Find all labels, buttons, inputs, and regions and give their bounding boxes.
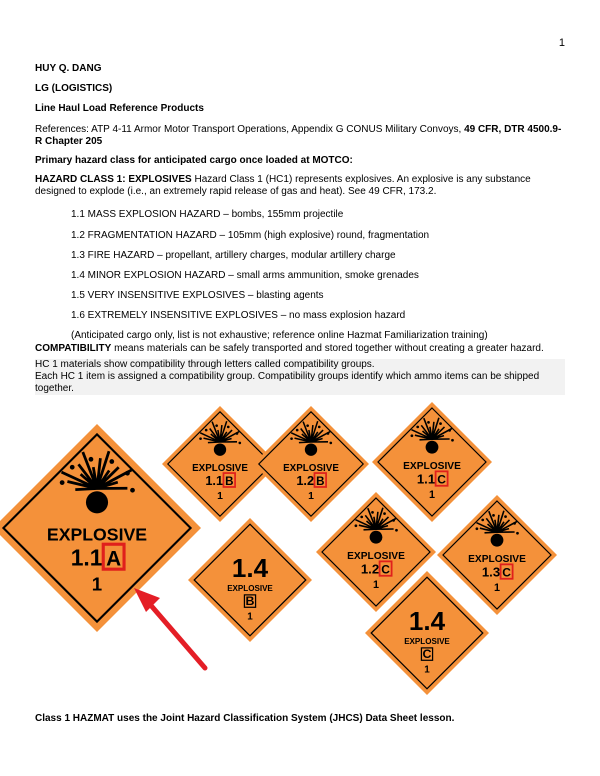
hc1-line-1: HC 1 materials show compatibility through letters called compatibility groups. [35,359,375,370]
compatibility-group-letter: C [422,646,432,661]
division-item: 1.6 EXTREMELY INSENSITIVE EXPLOSIVES – no mass explosion hazard [71,310,406,321]
division-item: 1.3 FIRE HAZARD – propellant, artillery charges, modular artillery charge [71,250,396,261]
compatibility-group-letter: B [316,474,325,488]
placard-explosive-label: EXPLOSIVE [404,637,450,647]
placard-division-code: 1.2 [296,472,315,488]
references-text: References: ATP 4-11 Armor Motor Transport Operations, Appendix G CONUS Military Convoys, [35,124,465,135]
compatibility-group-letter: C [437,472,446,487]
compatibility-bold: COMPATIBILITY [35,343,112,354]
division-item: 1.5 VERY INSENSITIVE EXPLOSIVES – blasting agents [71,290,324,301]
placard-class-number: 1 [247,611,253,623]
red-arrow [134,588,205,668]
placard-class-number: 1 [372,579,380,591]
placard-explosive-label: EXPLOSIVE [227,584,273,594]
placard-1-4b [188,518,312,642]
placard-explosive-label: EXPLOSIVE [468,554,526,566]
anticipated-cargo-note: (Anticipated cargo only, list is not exhaustive; reference online Hazmat Familiarization training) [71,330,488,341]
primary-hazard-heading: Primary hazard class for anticipated cargo once loaded at MOTCO: [35,155,353,166]
placard-1-2b [253,406,369,522]
footer-note: Class 1 HAZMAT uses the Joint Hazard Classification System (JHCS) Data Sheet lesson. [35,713,455,724]
hazard-class-bold: HAZARD CLASS 1: EXPLOSIVES [35,174,192,185]
compatibility-group-letter: C [502,565,511,580]
compatibility-group-letter: A [106,547,122,571]
document-title: Line Haul Load Reference Products [35,103,204,114]
division-item: 1.2 FRAGMENTATION HAZARD – 105mm (high explosive) round, fragmentation [71,230,430,241]
placard-division-code: 1.1 [416,471,436,487]
division-item: 1.4 MINOR EXPLOSION HAZARD – small arms ammunition, smoke grenades [71,270,419,281]
placard-division-code: 1.3 [481,564,501,580]
compatibility-group-letter: B [225,474,234,488]
placard-large-division-code: 1.4 [408,605,446,636]
hazard-class-text: Hazard Class 1 (HC1) represents explosives. An explosive is any substance designed to explode (i.e., an extremely rapid release of gas and heat). See 49 CFR, 173.2. [35,174,531,197]
placard-explosive-label: EXPLOSIVE [403,461,461,473]
division-item: 1.1 MASS EXPLOSION HAZARD – bombs, 155mm projectile [71,209,344,220]
department: LG (LOGISTICS) [35,83,113,94]
placard-class-number: 1 [424,664,430,676]
placard-explosive-label: EXPLOSIVE [192,462,248,474]
author-name: HUY Q. DANG [35,63,102,74]
placard-explosive-label: EXPLOSIVE [347,551,405,563]
compatibility-group-letter: C [381,562,390,577]
placard-explosive-label: EXPLOSIVE [283,462,339,474]
hc1-line-2: Each HC 1 item is assigned a compatibility group. Compatibility groups identify which ammo items can be shipped together. [35,371,540,394]
placard-class-number: 1 [493,582,501,594]
placard-division-code: 1.1 [205,472,224,488]
page-number: 1 [558,37,565,49]
compatibility-text: means materials can be safely transported and stored together without creating a greater hazard. [111,343,544,354]
placard-1-3c [437,495,557,615]
compatibility-group-letter: B [245,593,255,608]
placard-class-number: 1 [91,573,103,595]
references-bold: 49 CFR, DTR 4500.9-R Chapter 205 [35,124,562,147]
placard-class-number: 1 [217,490,223,502]
placard-division-code: 1.1 [70,544,103,571]
placard-class-number: 1 [428,489,436,501]
placard-large-division-code: 1.4 [231,552,269,583]
placard-division-code: 1.2 [360,561,380,577]
placard-class-number: 1 [308,490,314,502]
placard-1-1c [372,402,492,522]
placard-explosive-label: EXPLOSIVE [46,524,148,545]
